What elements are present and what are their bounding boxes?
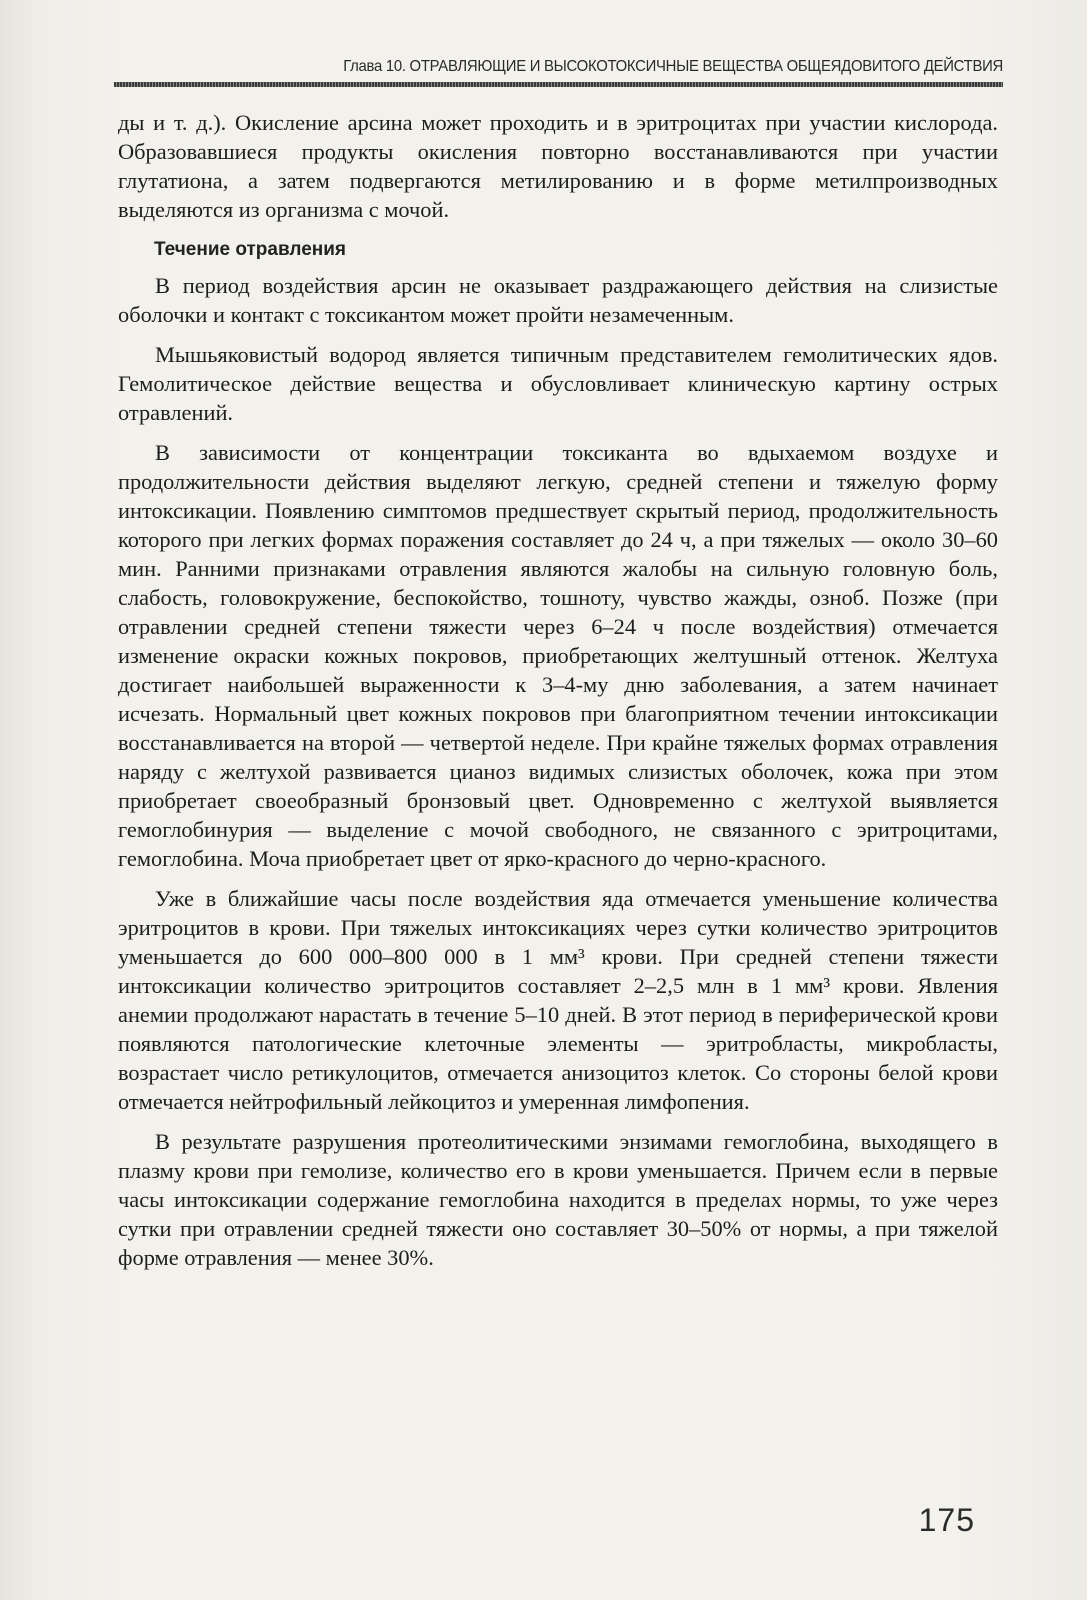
paragraph: В зависимости от концентрации токсиканта во вдыхаемом воздухе и продолжительности действия выделяют легкую, средней степени и тяжелую форму интоксикации. Появлению симптомов предшествует скрытый период, продолжительность которого при легких формах поражения составляет до 24 ч, а при тяжелых — около 30–60 мин. Ранними признаками отравления являются жалобы на сильную головную боль, слабость, головокружение, беспокойство, тошноту, чувство жажды, озноб. Позже (при отравлении средней степени тяжести через 6–24 ч после воздействия) отмечается изменение окраски кожных покровов, приобретающих желтушный оттенок. Желтуха достигает наибольшей выраженности к 3–4-му дню заболевания, а затем начинает исчезать. Нормальный цвет кожных покровов при благоприятном течении интоксикации восстанавливается на второй — четвертой неделе. При крайне тяжелых формах отравления наряду с желтухой развивается цианоз видимых слизистых оболочек, кожа при этом приобретает своеобразный бронзовый цвет. Одновременно с желтухой выявляется гемоглобинурия — выделение с мочой свободного, не связанного с эритроцитами, гемоглобина. Моча приобретает цвет от ярко-красного до черно-красного. (118, 440, 998, 871)
page-number: 175 (918, 1502, 975, 1538)
section-heading: Течение отравления (154, 239, 347, 260)
paragraph: Мышьяковистый водород является типичным представителем гемолитических ядов. Гемолитическое действие вещества и обусловливает клиническую картину острых отравлений. (118, 342, 998, 425)
paragraph: В период воздействия арсин не оказывает раздражающего действия на слизистые оболочки и контакт с токсикантом может пройти незамеченным. (118, 273, 998, 327)
paragraph-continued: ды и т. д.). Окисление арсина может проходить и в эритроцитах при участии кислорода. Образовавшиеся продукты окисления повторно восстанавливаются при участии глутатиона, а затем подвергаются метилированию и в форме метилпроизводных выделяются из организма с мочой. (118, 110, 998, 222)
page-body (118, 108, 998, 1283)
paragraph: Уже в ближайшие часы после воздействия яда отмечается уменьшение количества эритроцитов в крови. При тяжелых интоксикациях через сутки количество эритроцитов уменьшается до 600 000–800 000 в 1 мм³ крови. При средней степени тяжести интоксикации количество эритроцитов составляет 2–2,5 млн в 1 мм³ крови. Явления анемии продолжают нарастать в течение 5–10 дней. В этот период в периферической крови появляются патологические клеточные элементы — эритробласты, микробласты, возрастает число ретикулоцитов, отмечается анизоцитоз клеток. Со стороны белой крови отмечается нейтрофильный лейкоцитоз и умеренная лимфопения. (118, 886, 998, 1114)
paragraph: В результате разрушения протеолитическими энзимами гемоглобина, выходящего в плазму крови при гемолизе, количество его в крови уменьшается. Причем если в первые часы интоксикации содержание гемоглобина находится в пределах нормы, то уже через сутки при отравлении средней тяжести оно составляет 30–50% от нормы, а при тяжелой форме отравления — менее 30%. (118, 1129, 998, 1270)
running-header: Глава 10. ОТРАВЛЯЮЩИЕ И ВЫСОКОТОКСИЧНЫЕ ВЕЩЕСТВА ОБЩЕЯДОВИТОГО ДЕЙСТВИЯ (343, 58, 1003, 75)
header-rule (114, 82, 1003, 87)
